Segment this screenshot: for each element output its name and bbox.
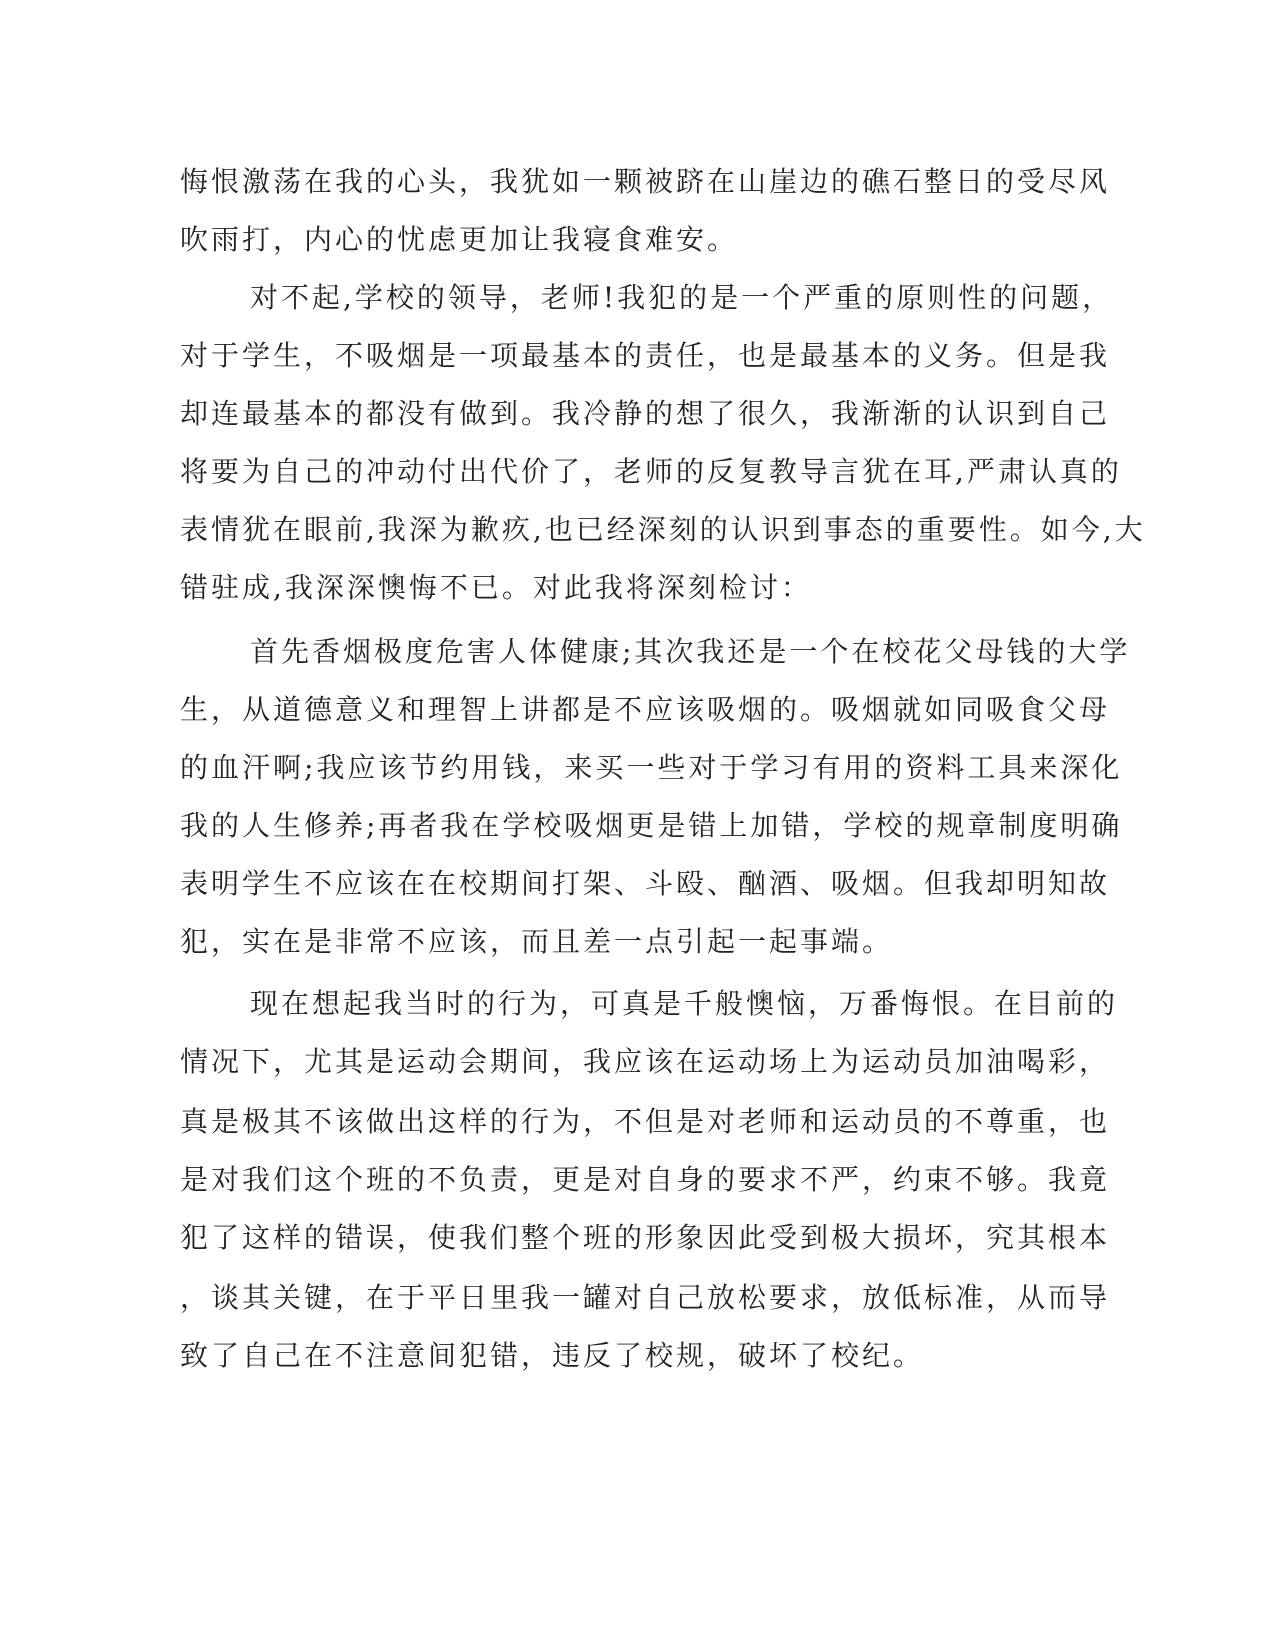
text-line: 悔恨激荡在我的心头，我犹如一颗被跻在山崖边的礁石整日的受尽风 bbox=[180, 165, 1111, 198]
text-line: 情况下，尤其是运动会期间，我应该在运动场上为运动员加油喝彩， bbox=[180, 1045, 1111, 1078]
text-line: 将要为自己的冲动付出代价了，老师的反复教导言犹在耳,严肃认真的 bbox=[180, 455, 1122, 488]
text-line: 却连最基本的都没有做到。我冷静的想了很久，我渐渐的认识到自己 bbox=[180, 397, 1111, 430]
text-line: 犯，实在是非常不应该，而且差一点引起一起事端。 bbox=[180, 925, 894, 958]
text-line: 吹雨打，内心的忧虑更加让我寝食难安。 bbox=[180, 223, 739, 256]
text-line: 我的人生修养;再者我在学校吸烟更是错上加错，学校的规章制度明确 bbox=[180, 809, 1123, 842]
text-line: 真是极其不该做出这样的行为，不但是对老师和运动员的不尊重，也 bbox=[180, 1105, 1111, 1138]
text-line: 致了自己在不注意间犯错，违反了校规，破坏了校纪。 bbox=[180, 1339, 925, 1372]
text-line: 表情犹在眼前,我深为歉疚,也已经深刻的认识到事态的重要性。如今,大 bbox=[180, 513, 1146, 546]
text-line: 对于学生，不吸烟是一项最基本的责任，也是最基本的义务。但是我 bbox=[180, 339, 1111, 372]
text-line: 犯了这样的错误，使我们整个班的形象因此受到极大损坏，究其根本 bbox=[180, 1221, 1111, 1254]
text-line: 生，从道德意义和理智上讲都是不应该吸烟的。吸烟就如同吸食父母 bbox=[180, 693, 1111, 726]
paragraph-first-line: 首先香烟极度危害人体健康;其次我还是一个在校花父母钱的大学 bbox=[250, 635, 1131, 668]
text-line: 错驻成,我深深懊悔不已。对此我将深刻检讨： bbox=[180, 571, 812, 604]
text-line: ，谈其关键，在于平日里我一罐对自己放松要求，放低标准，从而导 bbox=[180, 1281, 1111, 1314]
paragraph-first-line: 现在想起我当时的行为，可真是千般懊恼，万番悔恨。在目前的 bbox=[250, 987, 1119, 1020]
text-line: 表明学生不应该在在校期间打架、斗殴、酗酒、吸烟。但我却明知故 bbox=[180, 867, 1111, 900]
text-line: 的血汗啊;我应该节约用钱，来买一些对于学习有用的资料工具来深化 bbox=[180, 751, 1123, 784]
paragraph-first-line: 对不起,学校的领导，老师!我犯的是一个严重的原则性的问题， bbox=[250, 281, 1114, 314]
text-line: 是对我们这个班的不负责，更是对自身的要求不严，约束不够。我竟 bbox=[180, 1163, 1111, 1196]
